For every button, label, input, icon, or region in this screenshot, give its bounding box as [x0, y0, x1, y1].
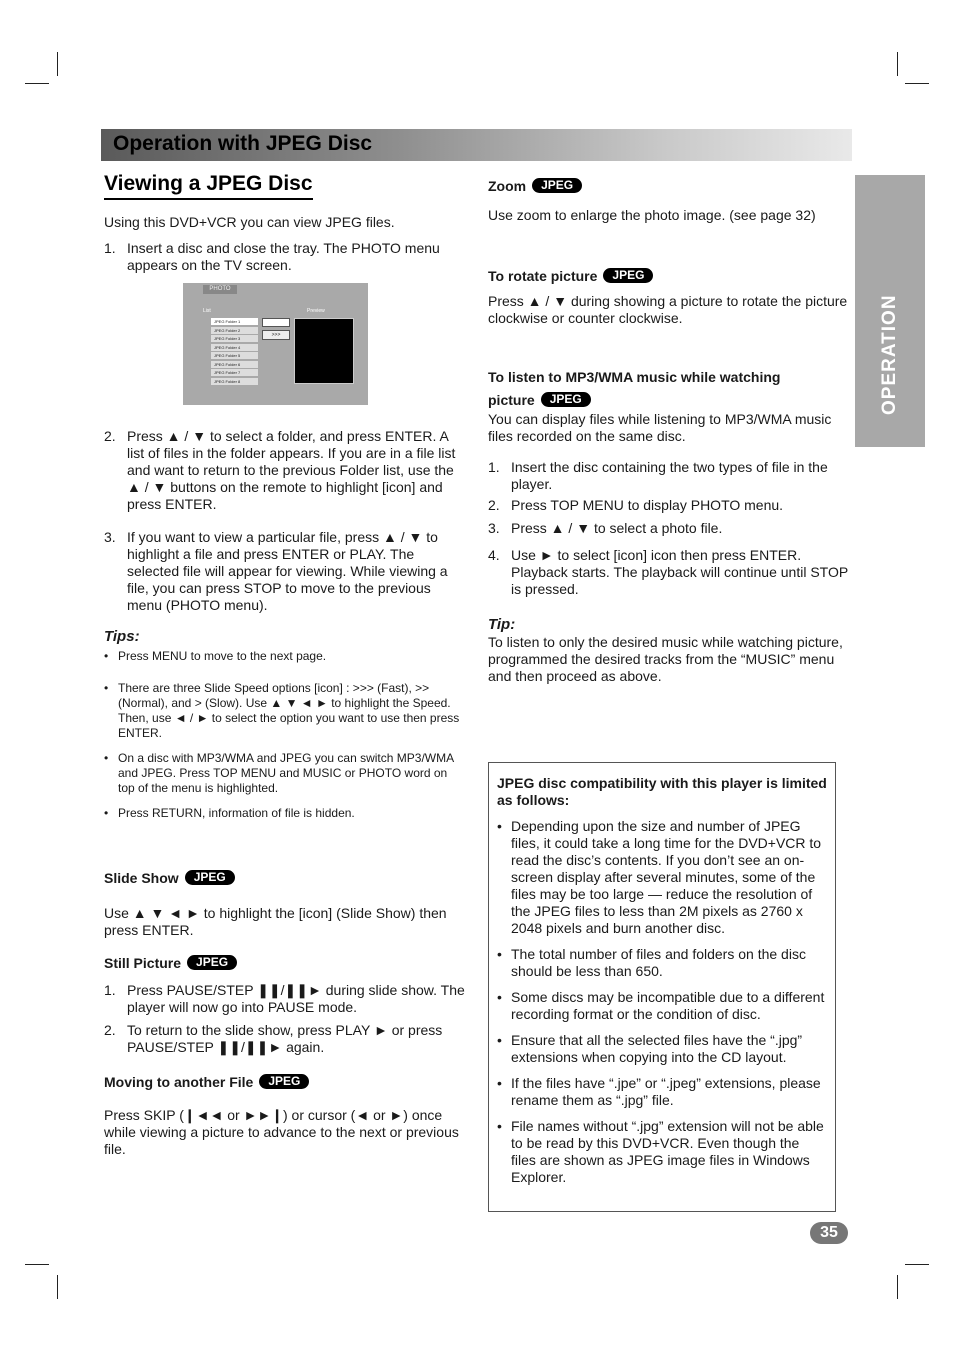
compatibility-item: • If the files have “.jpe” or “.jpeg” extensions, please rename them as “.jpg” file. — [497, 1075, 827, 1109]
listen-heading: To listen to MP3/WMA music while watching picture JPEG — [488, 369, 781, 408]
speed-option: >>> — [262, 330, 290, 340]
compatibility-item: • Some discs may be incompatible due to a different recording format or the condition of disc. — [497, 989, 827, 1023]
rotate-text: Press ▲ / ▼ during showing a picture to rotate the picture clockwise or counter clockwise. — [488, 293, 848, 326]
folder-item: JPEG Folder 3 — [211, 335, 258, 342]
compatibility-title: JPEG disc compatibility with this player is limited as follows: — [497, 775, 827, 808]
step-item: 1. Press PAUSE/STEP ❚❚/❚❚► during slide show. The player will now go into PAUSE mode. — [104, 982, 465, 1015]
left-bottom — [104, 870, 466, 1158]
side-tab-label: OPERATION — [879, 294, 900, 415]
page-heading: Viewing a JPEG Disc — [104, 172, 313, 200]
folder-item: JPEG Folder 4 — [211, 344, 258, 351]
compatibility-content — [497, 775, 827, 1186]
tips-title: Tips: — [104, 628, 140, 645]
jpeg-badge: JPEG — [541, 392, 591, 407]
compatibility-item: • Depending upon the size and number of JPEG files, it could take a long time for the DVD+VCR to read the disc’s contents. If you don’t see an on-screen display after several minutes, some of the files may be too large — reduce the resolution of the JPEG files to less than 2M pixels as 2760 x 2048 pixels and burn another disc. — [497, 818, 827, 937]
crop-mark — [897, 52, 898, 76]
crop-mark — [905, 1264, 929, 1265]
jpeg-badge: JPEG — [187, 955, 237, 970]
tip-item: • On a disc with MP3/WMA and JPEG you can switch MP3/WMA and JPEG. Press TOP MENU and MUSIC or PHOTO word on top of the menu is highlighted. — [104, 751, 466, 796]
slideshow-text: Use ▲ ▼ ◄ ► to highlight the [icon] (Slide Show) then press ENTER. — [104, 905, 447, 938]
photo-menu-screenshot — [183, 283, 368, 405]
page-number: 35 — [810, 1222, 848, 1244]
crop-mark — [905, 83, 929, 84]
tip-title: Tip: — [488, 616, 516, 633]
folder-item: JPEG Folder 5 — [211, 352, 258, 359]
folder-item: JPEG Folder 6 — [211, 361, 258, 368]
jpeg-badge: JPEG — [532, 178, 582, 193]
tip-item: • Press RETURN, information of file is hidden. — [104, 806, 466, 821]
still-picture-heading: Still Picture JPEG — [104, 955, 466, 972]
slideshow-heading: Slide Show JPEG — [104, 870, 466, 887]
menu-tab-photo: PHOTO — [203, 285, 237, 294]
listen-text: You can display files while listening to MP3/WMA music files recorded on the same disc. — [488, 411, 832, 444]
folder-item: JPEG Folder 1 — [211, 318, 258, 325]
step-item: 1. Insert the disc containing the two types of file in the player. — [488, 459, 828, 492]
section-title: Operation with JPEG Disc — [113, 132, 373, 155]
tip-text: To listen to only the desired music while watching picture, programmed the desired tracks from the “MUSIC” menu and then proceed as above. — [488, 634, 843, 684]
step-item: 1. Insert a disc and close the tray. The PHOTO menu appears on the TV screen. — [104, 240, 440, 273]
compatibility-box — [488, 762, 836, 1212]
left-column — [104, 172, 466, 274]
jpeg-badge: JPEG — [259, 1074, 309, 1089]
compatibility-item: • The total number of files and folders on the disc should be less than 650. — [497, 946, 827, 980]
preview-pane — [294, 318, 354, 384]
crop-mark — [25, 1264, 49, 1265]
left-column-cont — [104, 428, 466, 821]
crop-mark — [57, 52, 58, 76]
folder-item: JPEG Folder 8 — [211, 378, 258, 385]
step-item: 4. Use ► to select [icon] icon then press ENTER. Playback starts. The playback will continue until STOP is pressed. — [488, 547, 848, 597]
step-item: 3. Press ▲ / ▼ to select a photo file. — [488, 520, 723, 536]
crop-mark — [57, 1275, 58, 1299]
folder-list — [211, 318, 258, 386]
folder-item: JPEG Folder 7 — [211, 369, 258, 376]
step-item: 2. Press ▲ / ▼ to select a folder, and press ENTER. A list of files in the folder appears. If you are in a file list and want to return to the previous Folder list, use the ▲ / ▼ buttons on the remote to highlight [icon] and press ENTER. — [104, 428, 456, 512]
step-item: 2. Press TOP MENU to display PHOTO menu. — [488, 497, 784, 513]
side-tab — [855, 175, 925, 447]
intro-text: Using this DVD+VCR you can view JPEG files. — [104, 214, 395, 230]
step-item: 3. If you want to view a particular file, press ▲ / ▼ to highlight a file and press ENTER or PLAY. The selected file will appear for viewing. While viewing a file, you can press STOP to move to the previous menu (PHOTO menu). — [104, 529, 448, 613]
compatibility-item: • Ensure that all the selected files have the “.jpg” extensions when copying into the CD layout. — [497, 1032, 827, 1066]
compatibility-item: • File names without “.jpg” extension will not be able to be read by this DVD+VCR. Even though the files are shown as JPEG image files in Windows Explorer. — [497, 1118, 827, 1186]
crop-mark — [897, 1275, 898, 1299]
rotate-heading: To rotate picture JPEG — [488, 268, 848, 285]
jpeg-badge: JPEG — [603, 268, 653, 283]
moving-file-heading: Moving to another File JPEG — [104, 1074, 466, 1091]
jpeg-badge: JPEG — [185, 870, 235, 885]
menu-preview-label: Preview — [307, 308, 325, 314]
tip-item: • There are three Slide Speed options [icon] : >>> (Fast), >> (Normal), and > (Slow). Use ▲ ▼ ◄ ► to highlight the Speed. Then, use ◄ / ► to select the option you want to use then press ENTER. — [104, 681, 466, 741]
section-header — [101, 129, 852, 161]
tip-item: • Press MENU to move to the next page. — [104, 649, 466, 664]
zoom-heading: Zoom JPEG — [488, 178, 848, 195]
slideshow-icon — [262, 318, 290, 327]
crop-mark — [25, 83, 49, 84]
menu-list-label: List — [203, 308, 211, 314]
folder-item: JPEG Folder 2 — [211, 327, 258, 334]
zoom-text: Use zoom to enlarge the photo image. (see page 32) — [488, 207, 816, 223]
right-column — [488, 178, 848, 685]
step-item: 2. To return to the slide show, press PLAY ► or press PAUSE/STEP ❚❚/❚❚► again. — [104, 1022, 443, 1055]
moving-file-text: Press SKIP (❙◄◄ or ►►❙) or cursor (◄ or ►) once while viewing a picture to advance to the next or previous file. — [104, 1107, 459, 1157]
